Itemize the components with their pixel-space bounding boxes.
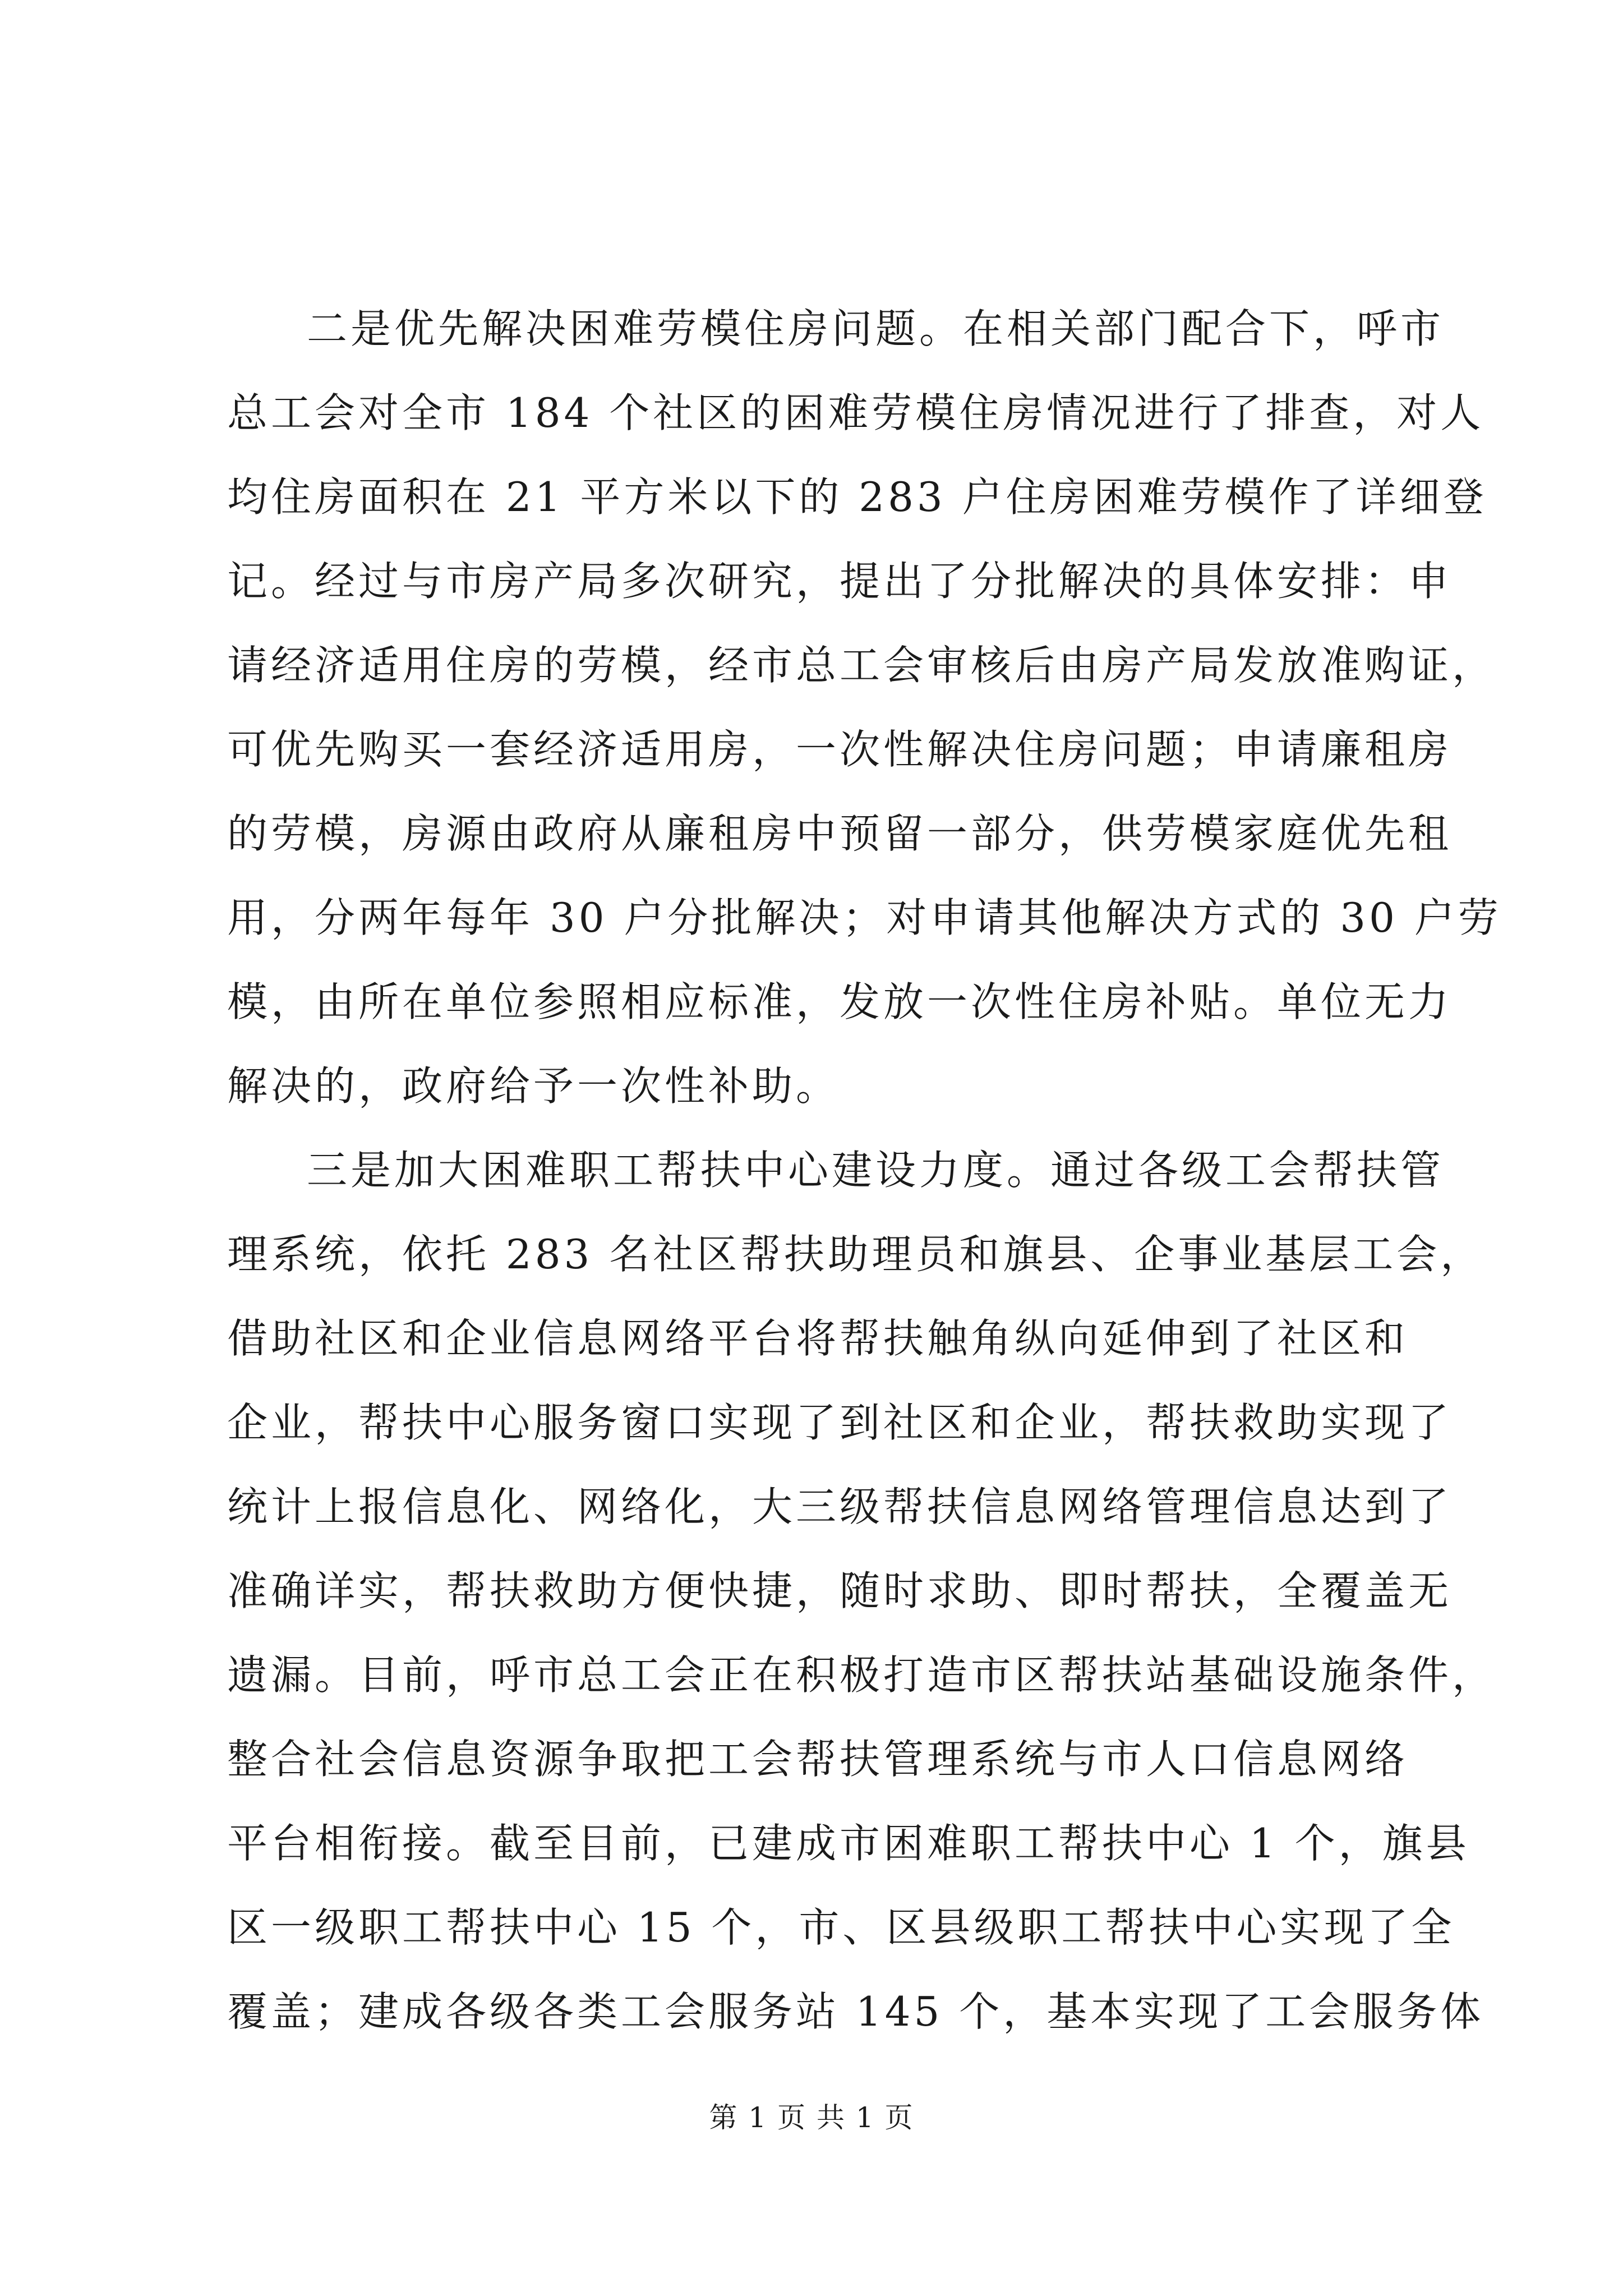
paragraph-line: 覆盖；建成各级各类工会服务站 145 个，基本实现了工会服务体 [227,1988,1484,2035]
paragraph-line: 准确详实，帮扶救助方便快捷，随时求助、即时帮扶，全覆盖无 [227,1567,1453,1614]
paragraph-line: 均住房面积在 21 平方米以下的 283 户住房困难劳模作了详细登 [227,473,1487,521]
paragraph-line: 总工会对全市 184 个社区的困难劳模住房情况进行了排查，对人 [227,389,1484,436]
paragraph-line: 借助社区和企业信息网络平台将帮扶触角纵向延伸到了社区和 [227,1315,1409,1362]
paragraph-line: 模，由所在单位参照相应标准，发放一次性住房补贴。单位无力 [227,978,1453,1025]
paragraph-line: 二是优先解决困难劳模住房问题。在相关部门配合下，呼市 [307,305,1445,352]
paragraph-line: 可优先购买一套经济适用房，一次性解决住房问题；申请廉租房 [227,726,1453,773]
paragraph-line: 区一级职工帮扶中心 15 个，市、区县级职工帮扶中心实现了全 [227,1904,1455,1951]
paragraph-line: 用，分两年每年 30 户分批解决；对申请其他解决方式的 30 户劳 [227,894,1502,941]
page-number-footer: 第 1 页 共 1 页 [709,2101,914,2134]
paragraph-line: 统计上报信息化、网络化，大三级帮扶信息网络管理信息达到了 [227,1483,1453,1530]
paragraph-line: 遗漏。目前，呼市总工会正在积极打造市区帮扶站基础设施条件， [227,1651,1496,1699]
paragraph-line: 平台相衔接。截至目前，已建成市困难职工帮扶中心 1 个，旗县 [227,1820,1470,1867]
paragraph-line: 三是加大困难职工帮扶中心建设力度。通过各级工会帮扶管 [307,1147,1445,1194]
paragraph-line: 整合社会信息资源争取把工会帮扶管理系统与市人口信息网络 [227,1736,1409,1783]
paragraph-line: 解决的，政府给予一次性补助。 [227,1062,840,1110]
paragraph-line: 的劳模，房源由政府从廉租房中预留一部分，供劳模家庭优先租 [227,810,1453,857]
paragraph-line: 企业，帮扶中心服务窗口实现了到社区和企业，帮扶救助实现了 [227,1399,1453,1446]
paragraph-line: 请经济适用住房的劳模，经市总工会审核后由房产局发放准购证， [227,642,1496,689]
paragraph-line: 记。经过与市房产局多次研究，提出了分批解决的具体安排：申 [227,558,1453,605]
paragraph-line: 理系统，依托 283 名社区帮扶助理员和旗县、企事业基层工会， [227,1231,1484,1278]
